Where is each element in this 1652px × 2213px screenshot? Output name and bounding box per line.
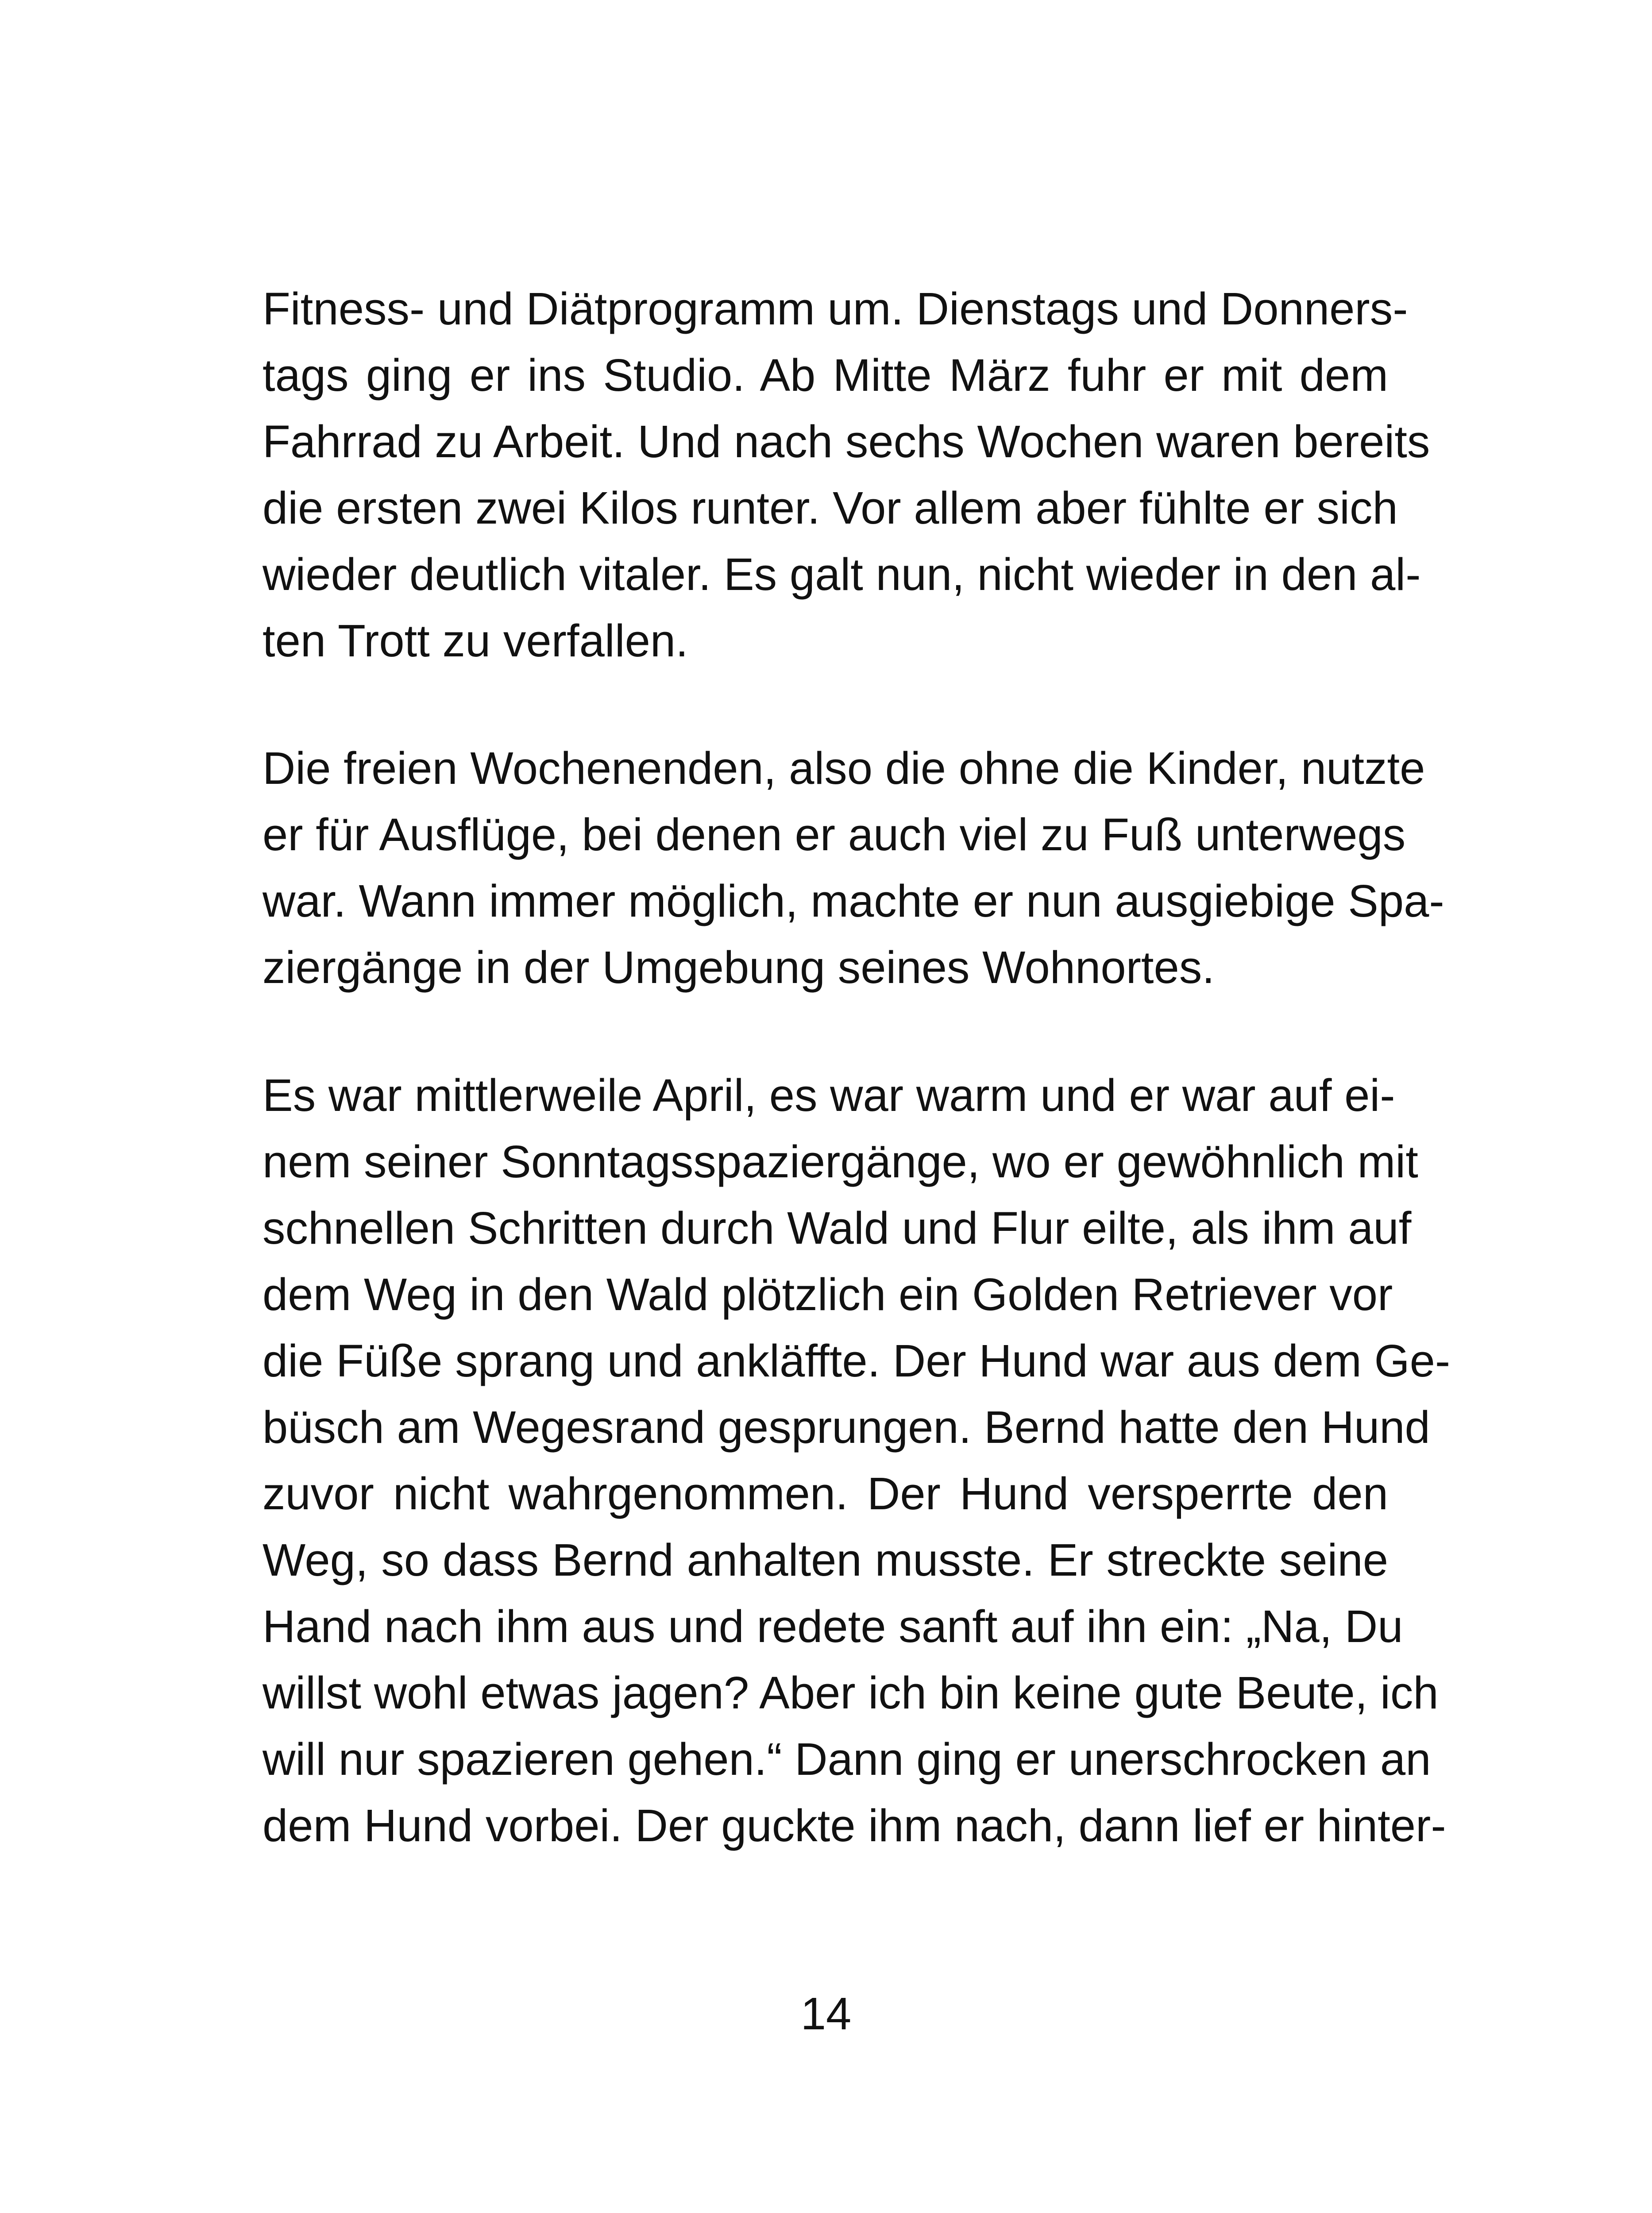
text-line: die Füße sprang und ankläffte. Der Hund war aus dem Ge- [262,1335,1451,1386]
text-line: Weg, so dass Bernd anhalten musste. Er streckte seine [262,1534,1388,1585]
text-line: dem Hund vorbei. Der guckte ihm nach, dann lief er hinter- [262,1800,1446,1851]
paragraph-2 [262,735,1444,1001]
text-line: ten Trott zu verfallen. [262,615,688,666]
text-line: nem seiner Sonntagsspaziergänge, wo er gewöhnlich mit [262,1136,1418,1187]
text-line: Fahrrad zu Arbeit. Und nach sechs Wochen waren bereits [262,416,1430,467]
text-line: wieder deutlich vitaler. Es galt nun, nicht wieder in den al- [262,549,1421,600]
text-line: Es war mittlerweile April, es war warm und er war auf ei- [262,1070,1395,1121]
text-line: Die freien Wochenenden, also die ohne die Kinder, nutzte [262,743,1425,794]
text-line: Hand nach ihm aus und redete sanft auf ihn ein: „Na, Du [262,1601,1403,1652]
text-line: Fitness- und Diätprogramm um. Dienstags und Donners- [262,283,1408,334]
page-number: 14 [800,1988,852,2039]
text-line: zuvor nicht wahrgenommen. Der Hund versperrte den [262,1468,1388,1519]
text-line: tags ging er ins Studio. Ab Mitte März fuhr er mit dem [262,350,1388,401]
text-line: schnellen Schritten durch Wald und Flur eilte, als ihm auf [262,1203,1412,1253]
text-line: büsch am Wegesrand gesprungen. Bernd hatte den Hund [262,1402,1430,1453]
text-line: ziergänge in der Umgebung seines Wohnortes. [262,942,1215,993]
text-line: die ersten zwei Kilos runter. Vor allem aber fühlte er sich [262,482,1398,533]
text-line: er für Ausflüge, bei denen er auch viel zu Fuß unterwegs [262,809,1406,860]
text-line: will nur spazieren gehen.“ Dann ging er unerschrocken an [262,1734,1431,1785]
text-line: willst wohl etwas jagen? Aber ich bin keine gute Beute, ich [262,1667,1439,1718]
text-line: dem Weg in den Wald plötzlich ein Golden Retriever vor [262,1269,1393,1320]
paragraph-3 [262,1062,1451,1859]
text-line: war. Wann immer möglich, machte er nun ausgiebige Spa- [262,875,1444,926]
paragraph-1 [262,276,1430,674]
